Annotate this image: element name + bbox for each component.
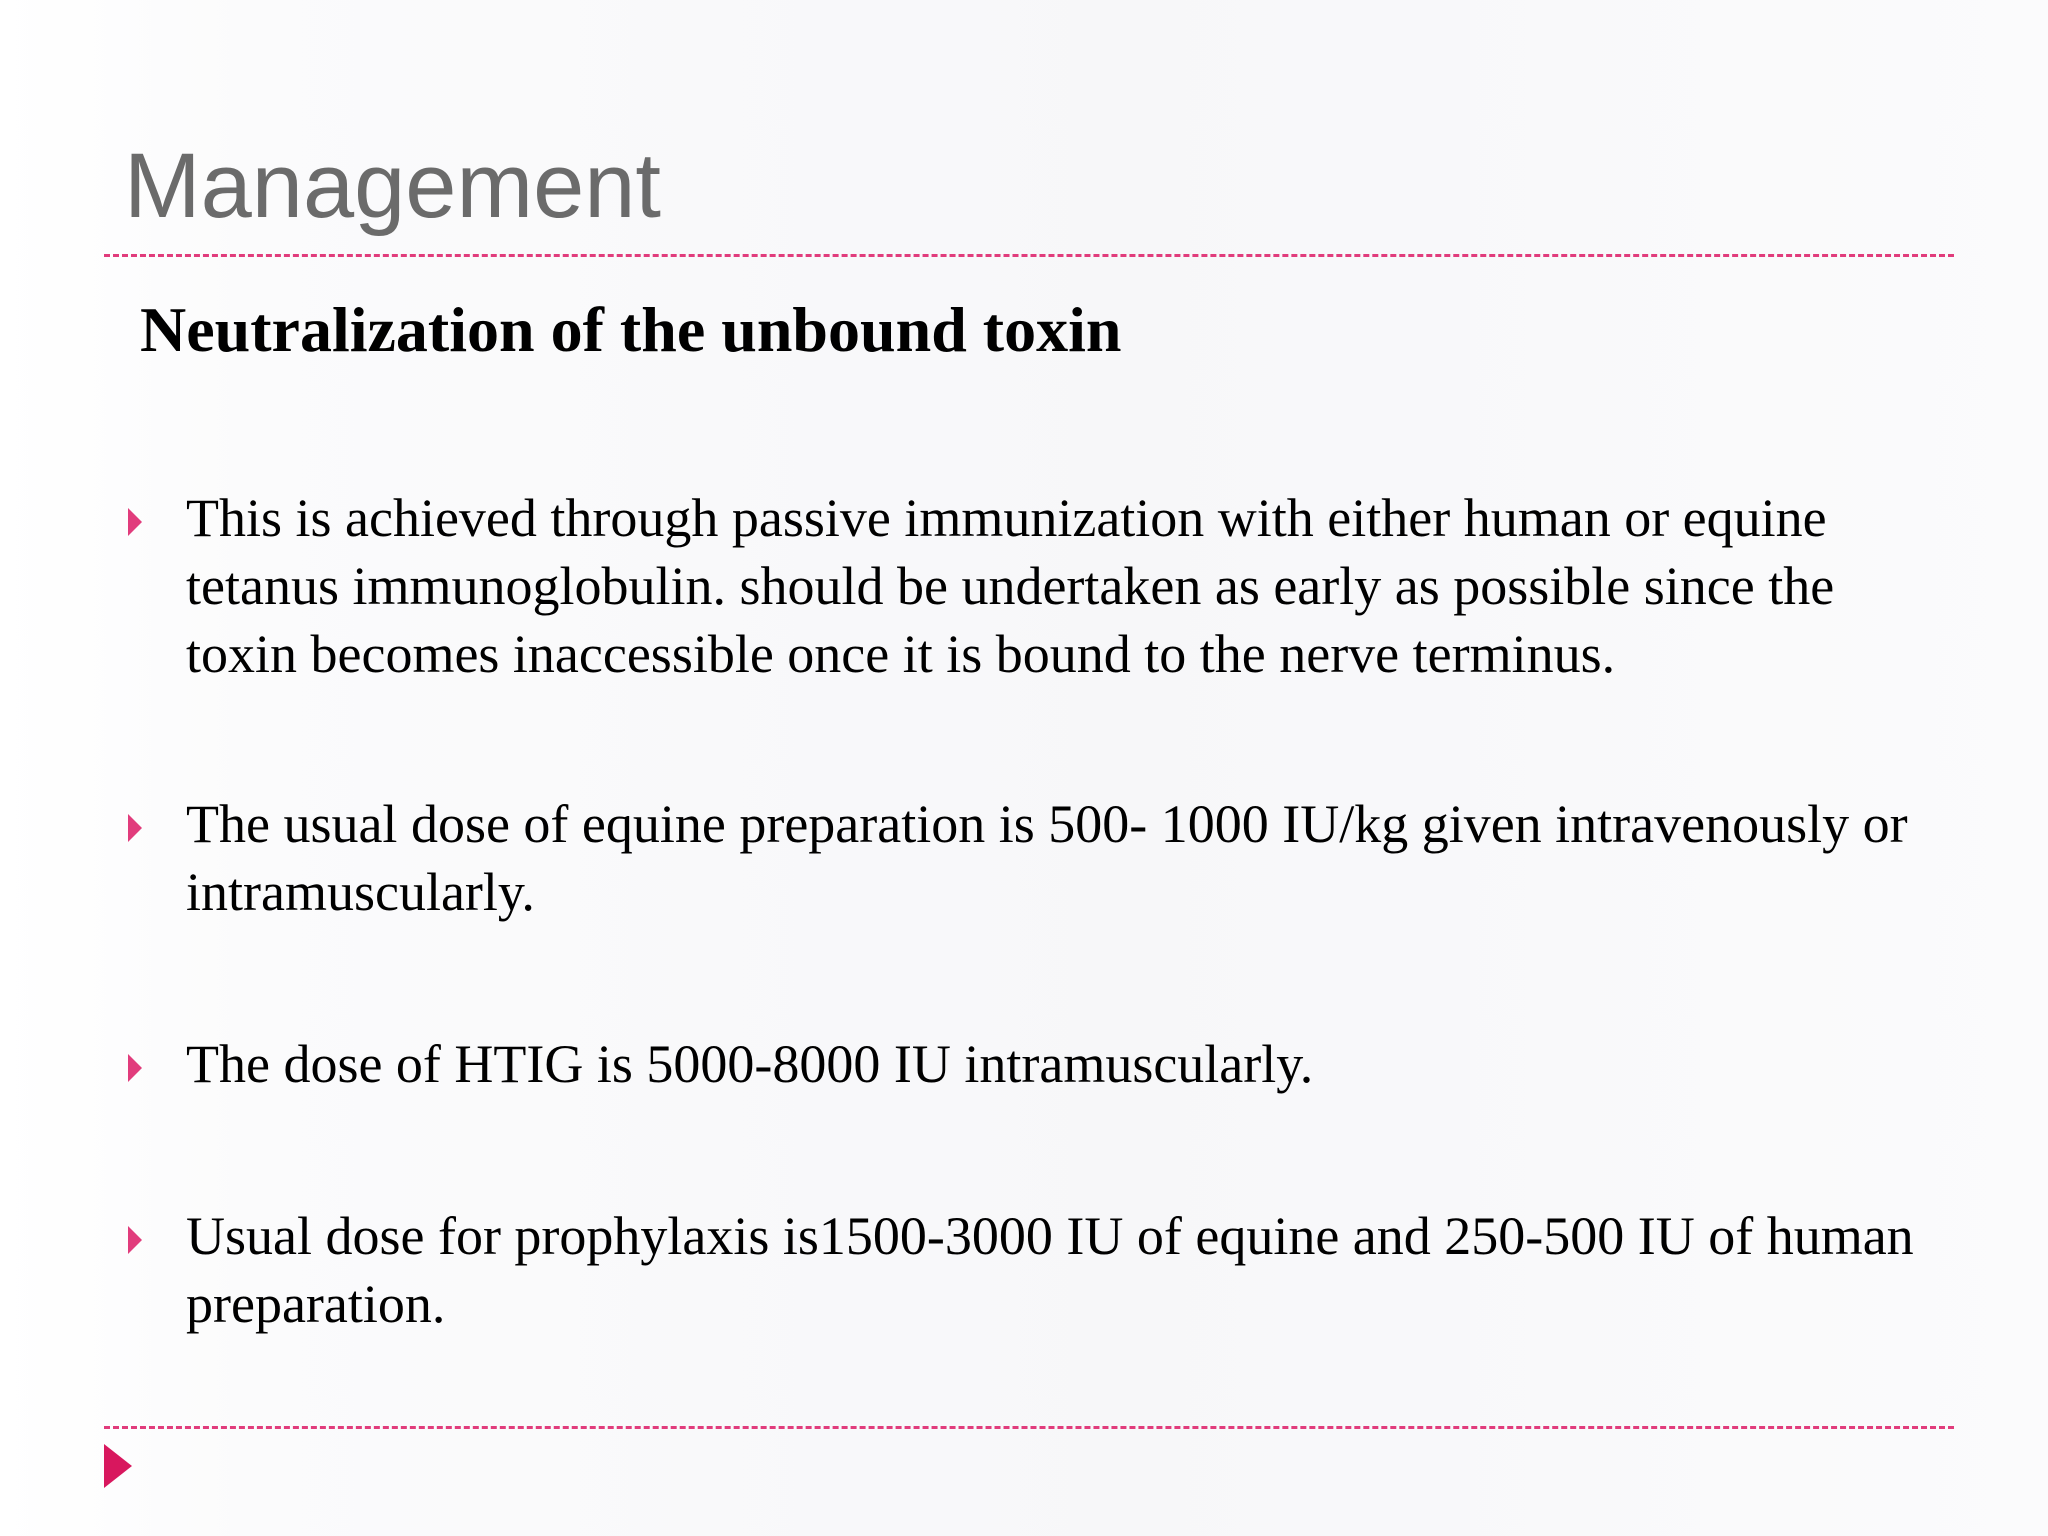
bullet-triangle-icon — [128, 814, 142, 842]
slide-subtitle: Neutralization of the unbound toxin — [140, 294, 1122, 365]
bullet-triangle-icon — [128, 1054, 142, 1082]
bullet-text: The usual dose of equine preparation is 500- 1000 IU/kg given intravenously or intramuscularly. — [186, 794, 1908, 922]
corner-triangle-icon — [104, 1444, 132, 1488]
bullet-text: Usual dose for prophylaxis is1500-3000 IU of equine and 250-500 IU of human preparation. — [186, 1206, 1914, 1334]
slide-title: Management — [124, 135, 661, 237]
bullet-triangle-icon — [128, 1226, 142, 1254]
bottom-divider — [104, 1426, 1954, 1429]
bullet-text: This is achieved through passive immunization with either human or equine tetanus immunoglobulin. should be undertaken as early as possible since the toxin becomes inaccessible once it is bound to the nerve terminus. — [186, 488, 1835, 684]
bullet-text: The dose of HTIG is 5000-8000 IU intramuscularly. — [186, 1034, 1314, 1094]
top-divider — [104, 254, 1954, 257]
bullet-triangle-icon — [128, 508, 142, 536]
